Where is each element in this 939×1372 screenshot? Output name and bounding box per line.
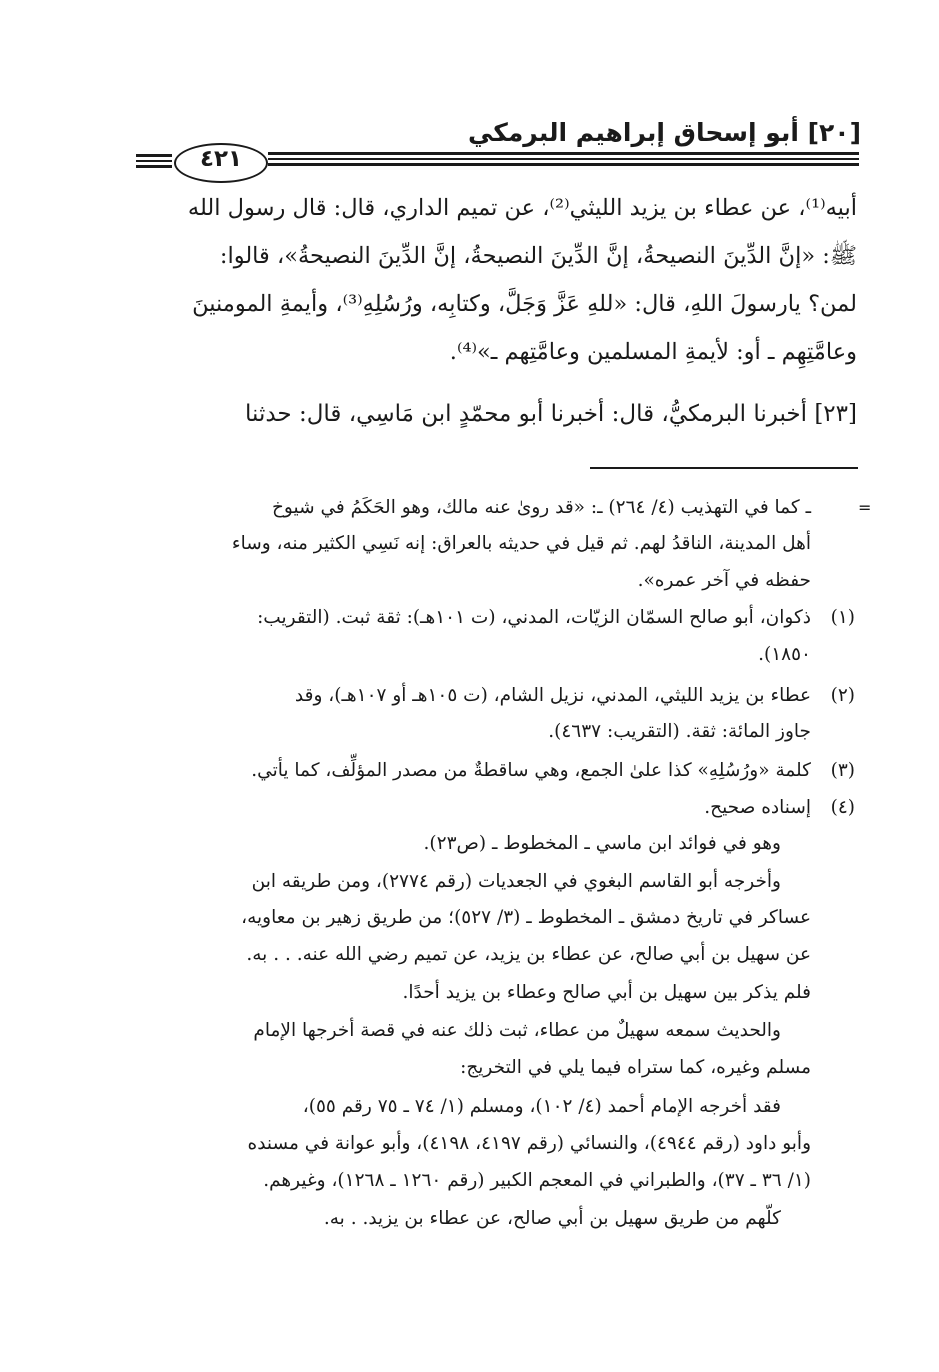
footnote-line: ١٨٥٠).: [758, 644, 811, 665]
page-number: ٤٢١: [199, 146, 243, 172]
footnote-continuation-line: حفظه في آخر عمره».: [637, 570, 811, 591]
footnote-number: (٤): [830, 797, 855, 818]
footnote-body-line: عساكر في تاريخ دمشق ـ المخطوط ـ (٣/ ٥٢٧)؛ من طريق زهير بن معاويه،: [241, 907, 811, 928]
footnote-body-line: فلم يذكر بين سهيل بن أبي صالح وعطاء بن يزيد أحدًا.: [402, 982, 811, 1003]
footnote-body-line: وأبو داود (رقم ٤٩٤٤)، والنسائي (رقم ٤١٩٧، ٤١٩٨)، وأبو عوانة في مسنده: [247, 1133, 811, 1154]
main-text-line: وعامَّتِهِم ـ أو: لأيمةِ المسلمين وعامَّتِهم ـ»⁽⁴⁾.: [449, 339, 857, 365]
footnote-body-line: وهو في فوائد ابن ماسي ـ المخطوط ـ (ص٢٣).: [423, 833, 781, 854]
hadith-23-line: [٢٣] أخبرنا البرمكيُّ، قال: أخبرنا أبو محمّدٍ ابن مَاسِي، قال: حدثنا: [245, 401, 857, 427]
footnote-continuation-line: ـ كما في التهذيب (٤/ ٢٦٤) ـ: «قد روىٰ عنه مالك، وهو الحَكَمُ في شيوخ: [271, 497, 811, 518]
footnote-body-line: والحديث سمعه سهيلٌ من عطاء، ثبت ذلك عنه في قصة أخرجها الإمام: [253, 1020, 781, 1041]
footnote-line: عطاء بن يزيد الليثي، المدني، نزيل الشام، (ت ١٠٥هـ أو ١٠٧هـ)، وقد: [294, 685, 811, 706]
footnote-body-line: عن سهيل بن أبي صالح، عن عطاء بن يزيد، عن تميم رضي الله عنه. . . به.: [246, 944, 811, 965]
main-text-line: ﷺ: «إنَّ الدِّينَ النصيحةُ، إنَّ الدِّينَ النصيحةُ، إنَّ الدِّينَ النصيحةُ»، قالوا:: [219, 243, 857, 269]
footnote-number: (٣): [830, 760, 855, 781]
footnote-body-line: وأخرجه أبو القاسم البغوي في الجعديات (رقم ٢٧٧٤)، ومن طريقه ابن: [251, 871, 781, 892]
footnote-line: ذكوان، أبو صالح السمّان الزيّات، المدني، (ت ١٠١هـ): ثقة ثبت. (التقريب:: [257, 607, 811, 628]
footnote-number: (٢): [830, 685, 855, 706]
running-title: [٢٠] أبو إسحاق إبراهيم البرمكي: [468, 118, 861, 147]
footnote-body-line: كلّهم من طريق سهيل بن أبي صالح، عن عطاء بن يزيد. . به.: [323, 1208, 781, 1229]
footnote-separator: [590, 467, 858, 469]
footnote-body-line: مسلم وغيره، كما ستراه فيما يلي في التخريج:: [460, 1057, 811, 1078]
continuation-marker: =: [858, 498, 872, 517]
footnote-continuation-line: أهل المدينة، الناقدُ لهم. ثم قيل في حديثه بالعراق: إنه نَسِي الكثير منه، وساء: [231, 533, 811, 554]
footnote-line: جاوز المائة: ثقة. (التقريب: ٤٦٣٧).: [548, 721, 811, 742]
footnote-line: كلمة «ورُسُلِهِ» كذا علىٰ الجمع، وهي ساقطةٌ من مصدر المؤلِّف، كما يأتي.: [251, 760, 811, 781]
footnote-body-line: (١/ ٣٦ ـ ٣٧)، والطبراني في المعجم الكبير (رقم ١٢٦٠ ـ ١٢٦٨)، وغيرهم.: [263, 1170, 811, 1191]
footnote-body-line: فقد أخرجه الإمام أحمد (٤/ ١٠٢)، ومسلم (١/ ٧٤ ـ ٧٥ رقم ٥٥)،: [302, 1096, 781, 1117]
header-rule-right: [268, 152, 859, 166]
footnote-number: (١): [830, 607, 855, 628]
footnote-line: إسناده صحيح.: [704, 797, 811, 818]
main-text-line: أبيه⁽¹⁾، عن عطاء بن يزيد الليثي⁽²⁾، عن تميم الداري، قال: قال رسول الله: [187, 195, 857, 221]
main-text-line: لمن؟ يارسولَ اللهِ، قال: «للهِ عَزَّ وَجَلَّ، وكتابِه، ورُسُلِهِ⁽³⁾، وأيمةِ المومنينَ: [192, 291, 857, 317]
header-rule-left: [136, 154, 172, 168]
